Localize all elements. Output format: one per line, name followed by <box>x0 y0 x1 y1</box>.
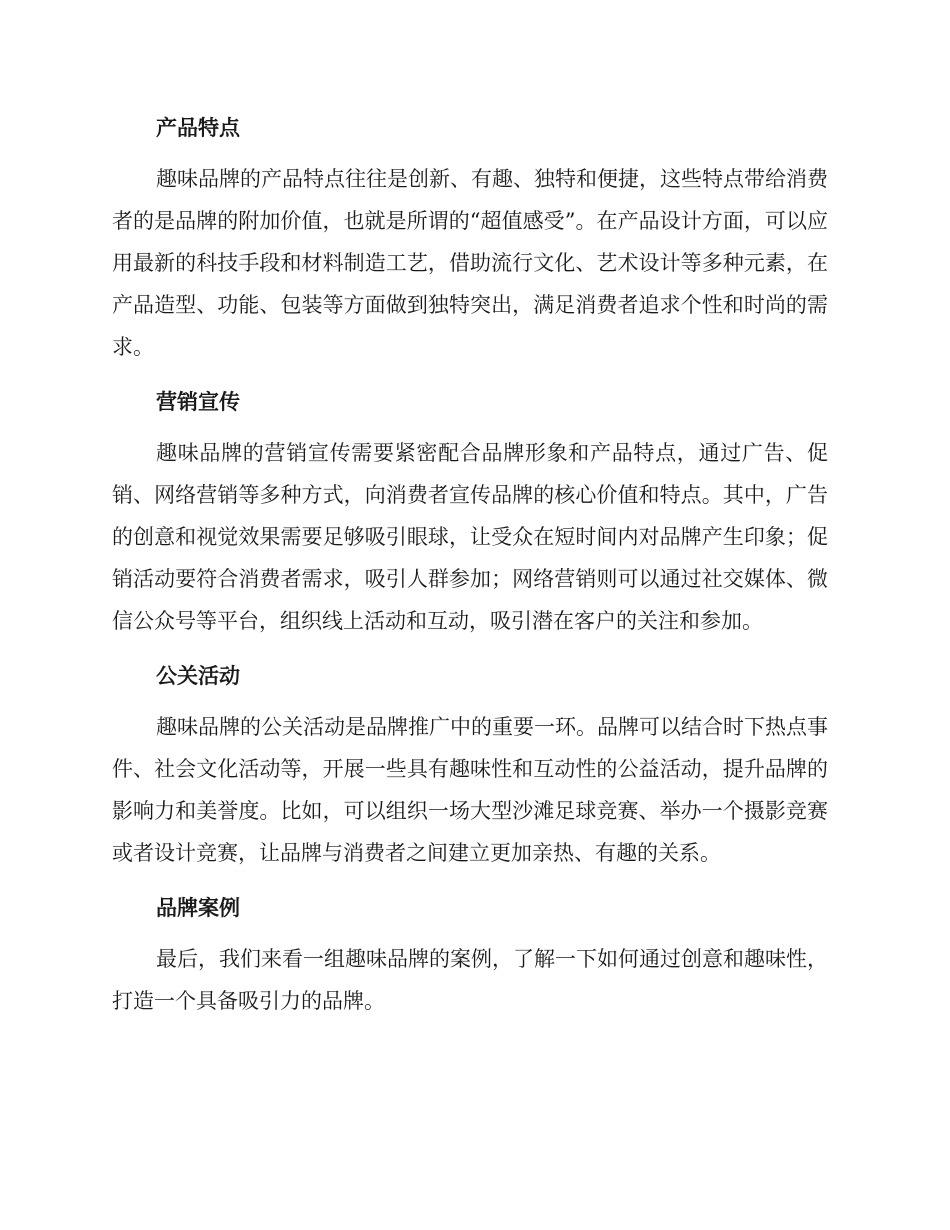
section-heading-public-relations: 公关活动 <box>156 664 240 688</box>
section-heading-marketing: 营销宣传 <box>156 390 240 414</box>
paragraph-product-features: 趣味品牌的产品特点往往是创新、有趣、独特和便捷，这些特点带给消费者的是品牌的附加价值，也就是所谓的“超值感受”。在产品设计方面，可以应用最新的科技手段和材料制造工艺，借助流行文化、艺术设计等多种元素，在产品造型、功能、包装等方面做到独特突出，满足消费者追求个性和时尚的需求。 <box>112 167 828 359</box>
spacer <box>112 368 828 382</box>
spacer <box>112 148 828 158</box>
spacer <box>112 874 828 888</box>
spacer <box>112 928 828 938</box>
paragraph-brand-cases: 最后，我们来看一组趣味品牌的案例，了解一下如何通过创意和趣味性，打造一个具备吸引力的品牌。 <box>112 947 828 1013</box>
section-heading-product-features: 产品特点 <box>156 116 240 140</box>
spacer <box>112 422 828 432</box>
spacer <box>112 696 828 706</box>
document-page <box>112 108 828 1022</box>
section-heading-brand-cases: 品牌案例 <box>156 896 240 920</box>
paragraph-public-relations: 趣味品牌的公关活动是品牌推广中的重要一环。品牌可以结合时下热点事件、社会文化活动等，开展一些具有趣味性和互动性的公益活动，提升品牌的影响力和美誉度。比如，可以组织一场大型沙滩足球竞赛、举办一个摄影竞赛或者设计竞赛，让品牌与消费者之间建立更加亲热、有趣的关系。 <box>112 715 828 865</box>
spacer <box>112 642 828 656</box>
paragraph-marketing: 趣味品牌的营销宣传需要紧密配合品牌形象和产品特点，通过广告、促销、网络营销等多种方式，向消费者宣传品牌的核心价值和特点。其中，广告的创意和视觉效果需要足够吸引眼球，让受众在短时间内对品牌产生印象；促销活动要符合消费者需求，吸引人群参加；网络营销则可以通过社交媒体、微信公众号等平台，组织线上活动和互动，吸引潜在客户的关注和参加。 <box>112 441 828 633</box>
